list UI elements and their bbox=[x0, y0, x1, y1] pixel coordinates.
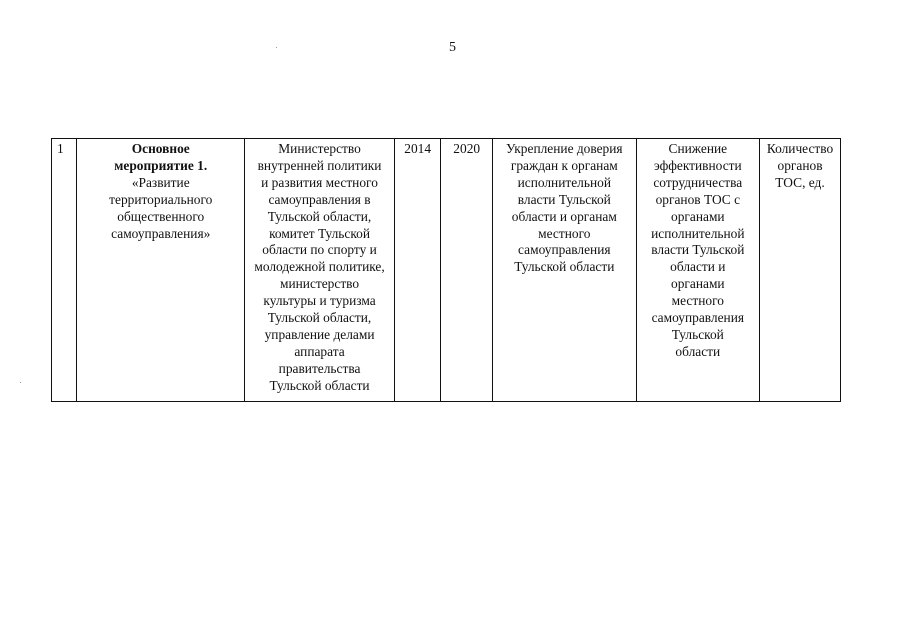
start-year: 2014 bbox=[404, 141, 432, 156]
end-year-cell bbox=[441, 139, 493, 402]
activity-description: «Развитие территориального общественного самоуправления» bbox=[109, 174, 213, 241]
consequences-text: Снижение эффективности сотрудничества органов ТОС с органами исполнительной власти Тульской области и органами местного самоуправления Тульской области bbox=[651, 141, 745, 359]
scan-speck bbox=[20, 382, 21, 383]
page-number: 5 bbox=[449, 40, 456, 55]
executors-cell bbox=[245, 139, 395, 402]
indicator-cell bbox=[760, 139, 841, 402]
activity-cell bbox=[77, 139, 245, 402]
program-activity-table bbox=[51, 138, 841, 402]
expected-result-cell bbox=[492, 139, 636, 402]
table-row bbox=[52, 139, 841, 402]
row-number: 1 bbox=[57, 141, 64, 156]
expected-result-text: Укрепление доверия граждан к органам исполнительной власти Тульской области и органам местного самоуправления Тульской области bbox=[506, 141, 623, 275]
indicator-text: Количество органов ТОС, ед. bbox=[766, 141, 834, 190]
activity-title-line1: Основное bbox=[131, 141, 190, 156]
row-number-cell bbox=[52, 139, 77, 402]
executors-text: Министерство внутренней политики и развития местного самоуправления в Тульской области, комитет Тульской области по спорту и молодежной политике, министерство культуры и туризма Тульской области, управление делами аппарата правительства Тульской области bbox=[254, 141, 385, 393]
consequences-cell bbox=[636, 139, 759, 402]
end-year: 2020 bbox=[453, 141, 481, 156]
activity-title-line2: мероприятие 1. bbox=[114, 157, 208, 173]
scan-speck bbox=[276, 47, 277, 48]
start-year-cell bbox=[394, 139, 441, 402]
